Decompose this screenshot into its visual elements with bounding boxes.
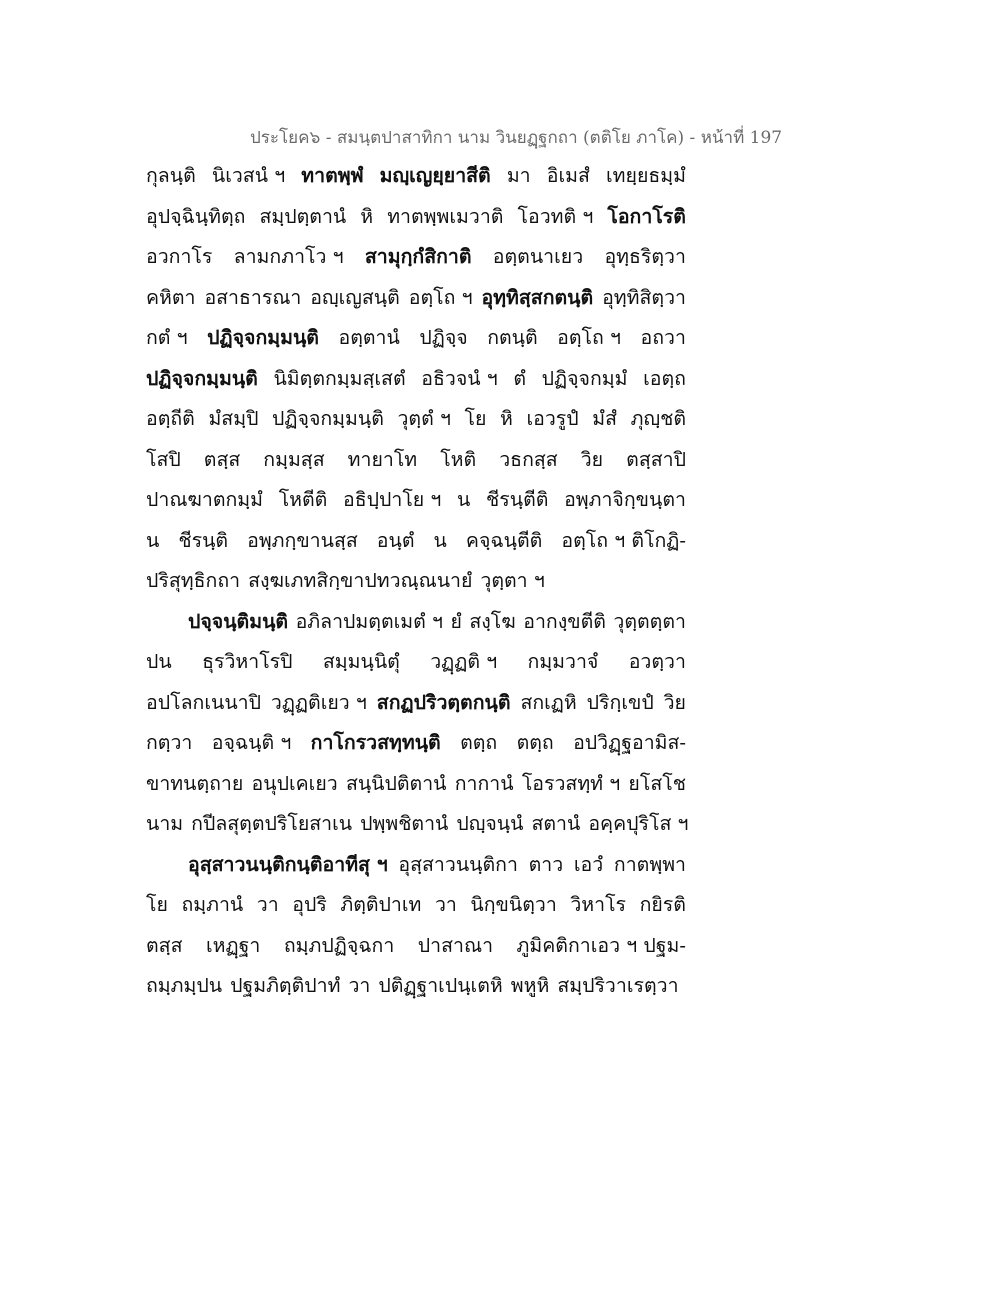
word: สนฺนิปติตานํ [345, 771, 447, 795]
word: ทายาโท [347, 447, 418, 471]
word: กมฺมวาจํ [527, 650, 599, 673]
word: ตตฺถ [460, 731, 498, 754]
word: ปญฺจนฺนํ [456, 812, 524, 835]
bold-term: ปฏิจฺจกมฺมนฺติ [146, 366, 258, 390]
word: ถมฺภานํ [181, 893, 244, 916]
word: ภิตฺติปาเท [340, 893, 422, 916]
word: วา [256, 893, 279, 916]
word: ลามกภาโว ฯ [233, 245, 344, 268]
text-line [146, 723, 686, 764]
text-line [146, 683, 686, 724]
word: ปาณฆาตกมฺมํ [146, 488, 264, 511]
word: โอรวสทฺทํ ฯ [521, 771, 621, 795]
word: เทยฺยธมฺมํ [606, 164, 686, 187]
word: กาตพฺพา [613, 852, 686, 876]
word: โย [464, 407, 487, 430]
word: พหูหิ [510, 974, 550, 997]
word: อจฺฉนฺติ ฯ [211, 731, 292, 754]
word: สมฺมนฺนิตุํ [322, 650, 400, 673]
word: ถมฺภปฏิจฺฉกา [283, 933, 395, 957]
word: ตสฺส [146, 933, 183, 957]
word: ตสฺส [203, 447, 241, 471]
bold-term: โอกาโรติ [607, 204, 686, 228]
word: วิหาโร [570, 893, 627, 916]
bold-term: สกฏปริวตฺตกนฺติ [376, 690, 511, 714]
word: อถวา [640, 326, 686, 349]
word: กยิรติ [639, 893, 686, 916]
word: อนฺตํ [376, 528, 415, 552]
text-line [146, 440, 686, 481]
word: อธิปฺปาโย ฯ [343, 488, 442, 511]
text-line [146, 359, 686, 400]
word: วิย [663, 690, 686, 714]
word: น [457, 488, 471, 511]
text-line [146, 237, 686, 278]
word: คจฺฉนฺตีติ [465, 528, 543, 552]
word: อตฺโถ ฯ [408, 285, 473, 309]
word: น [433, 528, 447, 552]
word: วฏฺฏติเยว ฯ [270, 690, 367, 714]
word: ปติฏฺฐาเปนฺเตหิ [378, 974, 503, 997]
word: อุปจฺฉินฺทิตฺถ [146, 204, 246, 228]
word: กปีลสุตฺตปริโยสาเน [191, 812, 353, 835]
word: ทาตพฺพเมวาติ [387, 204, 504, 228]
text-line [146, 197, 686, 238]
word: เอวํ [573, 852, 604, 876]
word: ปฐมภิตฺติปาทํ [230, 974, 341, 997]
word: ปาสาณา [417, 933, 494, 957]
word: ขาทนตฺถาย [146, 771, 244, 795]
bold-term: อุทฺทิสฺสกตนฺติ [481, 285, 594, 309]
word: ปริสุทฺธิกถา [146, 569, 241, 592]
word: วา [434, 893, 457, 916]
word: ยโสโช [628, 771, 686, 795]
text-line [146, 399, 686, 440]
text-line [146, 966, 686, 1007]
word: อภิลาปมตฺตเมตํ ฯ [295, 609, 443, 633]
word: วา [348, 974, 371, 997]
word: กากานํ [454, 771, 514, 795]
text-line [146, 926, 686, 967]
word: อพฺภกฺขานสฺส [247, 528, 358, 552]
word: ตาว [528, 852, 564, 876]
word: อตฺโถ ฯ ติโกฏิ- [561, 528, 686, 552]
word: ปพฺพชิตานํ [360, 812, 449, 835]
word: อนุปเคเยว [251, 771, 338, 795]
word: ชีรนฺติ [178, 528, 229, 552]
word: กุลนฺติ [146, 164, 196, 187]
word: อพฺภาจิกฺขนฺตา [564, 488, 686, 511]
text-line [146, 642, 686, 683]
word: เอตฺถ [643, 366, 686, 390]
word: อุปริ [292, 893, 327, 916]
word: น [146, 528, 160, 552]
word: เหฏฺฐา [205, 933, 261, 957]
bold-term: ปจฺจนฺติมนฺติ [188, 609, 289, 633]
bold-term: มญฺเญยฺยาสีติ [379, 164, 491, 187]
word: วิย [580, 447, 604, 471]
word: วุตฺตํ ฯ [397, 407, 451, 430]
word: อตฺถีติ [146, 407, 195, 430]
word: ภูมิคติกาเอว ฯ ปฐม- [516, 933, 686, 957]
word: อวตฺวา [628, 650, 686, 673]
text-line [146, 804, 689, 845]
word: โหติ [440, 447, 477, 471]
word: สตานํ [531, 812, 581, 835]
word: วฏฺฏติ ฯ [430, 650, 498, 673]
word: ปฏิจฺจกมฺมนฺติ [272, 407, 384, 430]
word: คหิตา [146, 285, 196, 309]
word: ธุรวิหาโรปิ [202, 650, 293, 673]
word: อากงฺขตีติ [523, 609, 606, 633]
word: สมฺปริวาเรตฺวา [557, 974, 679, 997]
word: อปโลกเนนาปิ [146, 690, 261, 714]
word: อสาธารณา [204, 285, 302, 309]
word: อุทฺธริตฺวา [604, 245, 686, 268]
word: วุตฺตตฺตา [613, 609, 686, 633]
word: ตสฺสาปิ [626, 447, 686, 471]
page-body-text [146, 156, 689, 1007]
word: วธกสฺส [499, 447, 558, 471]
word: ตํ [513, 366, 527, 390]
word: อคฺคปุริโส ฯ [588, 812, 689, 835]
word: ชีรนฺตีติ [486, 488, 549, 511]
word: โย [146, 893, 168, 916]
word: หิ [360, 204, 374, 228]
bold-term: ปฏิจฺจกมฺมนฺติ [207, 326, 319, 349]
word: อตฺตานํ [338, 326, 400, 349]
word: นิเวสนํ ฯ [211, 164, 286, 187]
word: อตฺโถ ฯ [557, 326, 621, 349]
word: นิกฺขนิตฺวา [470, 893, 557, 916]
word: มา [506, 164, 531, 187]
word: มํสํ [592, 407, 618, 430]
word: ภุญฺชติ [630, 407, 686, 430]
word: โสปิ [146, 447, 181, 471]
word: ปฏิจฺจ [419, 326, 468, 349]
text-line [146, 318, 686, 359]
word: หิ [500, 407, 513, 430]
text-line [146, 885, 686, 926]
running-head: ประโยค๖ - สมนฺตปาสาทิกา นาม วินยฏฺฐกถา (ตติโย ภาโค) - หน้าที่ 197 [250, 128, 783, 148]
text-line [146, 521, 686, 562]
word: เอวรูปํ [526, 407, 579, 430]
word: โอวทติ ฯ [517, 204, 594, 228]
bold-term: ทาตพฺพํ [301, 164, 364, 187]
word: อวกาโร [146, 245, 213, 268]
word: กมฺมสฺส [263, 447, 325, 471]
word: กตนฺติ [487, 326, 538, 349]
word: สกเฏหิ [520, 690, 577, 714]
word: อธิวจนํ ฯ [421, 366, 498, 390]
word: นาม [146, 812, 184, 835]
text-line [146, 602, 686, 643]
word: ปริกฺเขปํ [586, 690, 654, 714]
word: อุทฺทิสิตฺวา [602, 285, 686, 309]
text-line [146, 156, 686, 197]
word: อิเมสํ [546, 164, 590, 187]
word: กตํ ฯ [146, 326, 188, 349]
word: สงฺโฆ [469, 609, 516, 633]
word: อตฺตนาเยว [492, 245, 584, 268]
bold-term: กาโกรวสทฺทนฺติ [310, 731, 441, 754]
word: ปน [146, 650, 172, 673]
word: ถมฺภมฺปน [146, 974, 223, 997]
word: อุสฺสาวนนฺติกา [398, 852, 518, 876]
text-line [146, 561, 686, 602]
word: สงฺฆเภทสิกฺขาปทวณฺณนายํ [248, 569, 473, 592]
word: อปวิฏฺฐอามิส- [573, 731, 686, 754]
text-line [146, 278, 686, 319]
bold-term: สามุกฺกํสิกาติ [364, 245, 472, 268]
word: กตฺวา [146, 731, 193, 754]
word: อญฺเญสนฺติ [310, 285, 400, 309]
word: มํสมฺปิ [208, 407, 259, 430]
word: ยํ [450, 609, 462, 633]
word: สมฺปตฺตานํ [259, 204, 347, 228]
word: โหตีติ [278, 488, 328, 511]
text-line [146, 764, 686, 805]
word: วุตฺตา ฯ [480, 569, 545, 592]
word: นิมิตฺตกมฺมสฺเสตํ [273, 366, 406, 390]
text-line [146, 845, 686, 886]
word: ปฏิจฺจกมฺมํ [541, 366, 628, 390]
bold-term: อุสฺสาวนนฺติกนฺติอาทีสุ ฯ [188, 852, 388, 876]
word: ตตฺถ [516, 731, 554, 754]
text-line [146, 480, 686, 521]
